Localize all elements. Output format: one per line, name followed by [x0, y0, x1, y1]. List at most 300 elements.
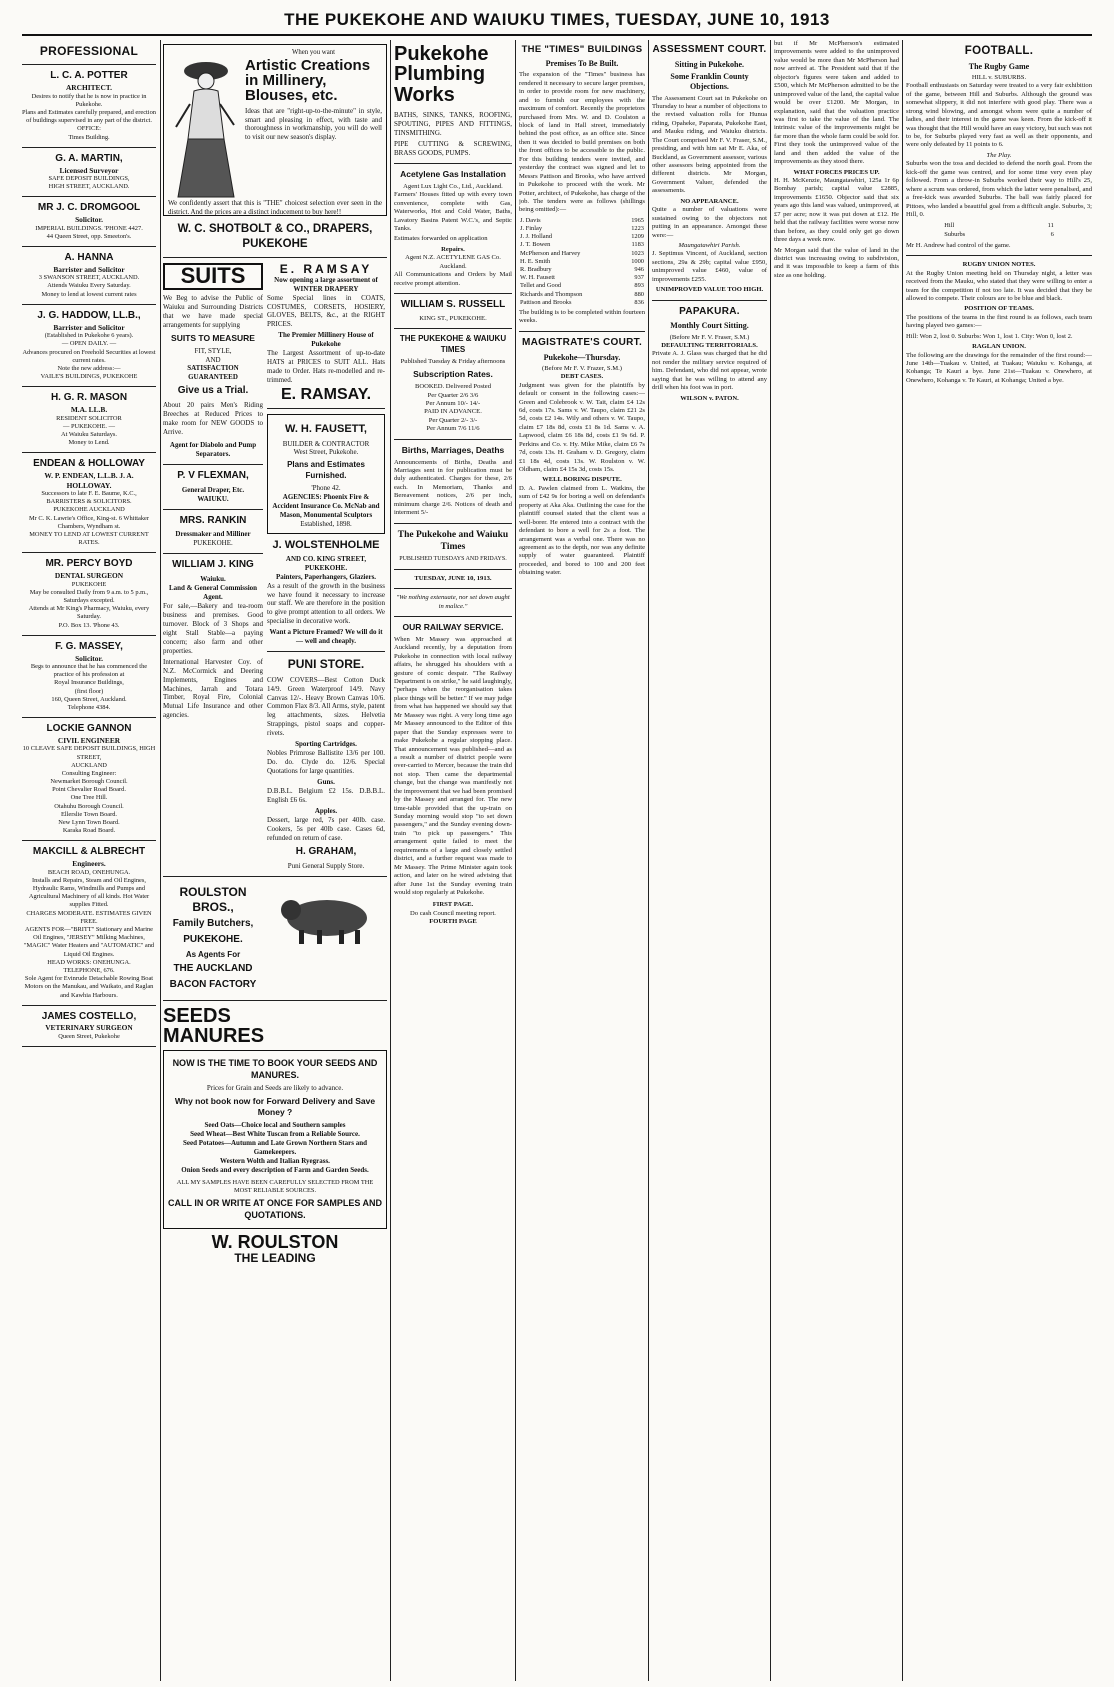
divider: [22, 147, 156, 148]
suits-ad: [163, 263, 263, 870]
card-line: Queen Street, Pukekohe: [58, 1032, 120, 1040]
tender-name: J. T. Bowen: [520, 241, 551, 249]
professional-column: [22, 40, 156, 1681]
card-role: M.A. LL.B.: [70, 405, 108, 415]
raglan-union: RAGLAN UNION.: [972, 343, 1026, 351]
wolstenholme-body: As a result of the growth in the business we have found it necessary to increase our staff. We are therefore in the position to give prompt attention to all orders. We specialise in decorative work.: [267, 581, 385, 626]
tender-amount: 937: [634, 274, 644, 282]
ramsay-line: Now opening a large assortment of WINTER DRAPERY: [274, 275, 378, 293]
suits-trial: Give us a Trial.: [177, 385, 249, 397]
divider: [394, 439, 512, 440]
professional-card: [22, 1011, 156, 1041]
rankin-name: MRS. RANKIN: [179, 514, 247, 526]
card-role: Solicitor.: [75, 653, 103, 663]
divider: [22, 196, 156, 197]
buildings-body: The expansion of the "Times" business has rendered it necessary to secure larger premises, in order to provide room for new machinery, and to furnish our employees with the maximum of comfort. Recently the proprietors purchased from Mrs. W. and D. Coulston a block of land in Hall street, immediately behind the post office, as an office site. Since then it was decided to build premises on both the front offices to be accessible to the public. For this building tenders were invited, and yesterday the contract was signed and let to Messrs Pattison and Brooks, who have arrived in Pukekohe to proceed with the work. Mr Potter, architect, of Pukekohe, has charge of the job. The tenders were as follows (shillings being omitted):—: [519, 71, 645, 214]
seeds-box2: Prices for Grain and Seeds are likely to advance.: [206, 1084, 344, 1093]
king-line1: Waiuku.: [200, 575, 226, 584]
card-name: F. G. MASSEY,: [55, 640, 123, 652]
puni-store-body: COW COVERS—Best Cotton Duck 14/9. Green Waterproof 14/9. Navy Canvas 12/-. Heavy Brown Canvas 10/6. Common Flax 8/3. All Arms, style, patent leg attachments, sizes. Helvetia Strappings, pistol soaps and copper-rivets.: [267, 675, 385, 738]
professional-card: [22, 458, 156, 547]
card-role: CIVIL ENGINEER: [57, 735, 121, 745]
tender-name: Tellet and Good: [520, 282, 562, 290]
card-name: MR J. C. DROMGOOL: [37, 202, 141, 214]
seed-item: Seed Wheat—Best White Tuscan from a Reliable Source.: [190, 1130, 360, 1139]
tender-amount: 1209: [631, 233, 644, 241]
fourth-page: FOURTH PAGE: [429, 918, 477, 926]
card-line: HIGH STREET, AUCKLAND.: [48, 183, 130, 191]
puni-apples-body: Dessert, large red, 7s per 40lb. case. Cookers, 5s per 40lb case. Cases 6d, refunded on return of case.: [267, 815, 385, 842]
col6-what: WHAT FORCES PRICES UP.: [793, 168, 880, 176]
times-sub: Subscription Rates.: [413, 369, 493, 380]
suits-guarantee: SATISFACTION GUARANTEED: [187, 364, 239, 382]
divider: [906, 255, 1092, 256]
column-rule: [648, 40, 649, 1681]
seed-item: Seed Oats—Choice local and Southern samples: [204, 1121, 346, 1130]
papakura-body: Private A. J. Glass was charged that he did not render the military service required of him. Defendant, who did not appear, wrote saying that he was willing to attend any drill when his foot was in port.: [652, 350, 767, 392]
card-line: Point Chevalier Road Board.: [52, 786, 126, 794]
team-score: 6: [1050, 230, 1054, 238]
fausett-plans: Plans and Estimates Furnished.: [287, 460, 365, 480]
col6-body: but if Mr McPherson's estimated improvements were added to the unimproved value would be more than Mr McPherson had now arrived at. The President said that if the objector's figures were taken and added to £500, which Mr McPherson admitted to be the unimproved value of the land, the capital value would be over £1200. Mr Morgan, in explanation, said that the valuation practice was first to take the value of the land. The intrinsic value of the improvements might be far more than the whole farm could be sold for. First they took the unimproved value of the land and then added the value of the improvements as they stood there.: [774, 40, 899, 166]
bmd-body: Announcements of Births, Deaths and Marriages sent in for publication must be duly authenticated. Charges for these, 2/6 each. In Memoriam, Thanks and Bereavement notices, 2/6 per inch, minimum charge 2/6. Notices of death and interment 5/-: [394, 458, 512, 517]
rankin-line1: Dressmaker and Milliner: [175, 530, 251, 539]
king-line2: Land & General Commission Agent.: [168, 584, 258, 601]
professional-header: PROFESSIONAL: [39, 44, 139, 58]
plumbing-headline: Pukekohe Plumbing Works: [394, 43, 489, 106]
position-teams: POSITION OF TEAMS.: [964, 305, 1034, 313]
acetylene-comm: All Communications and Orders by Mail receive prompt attention.: [394, 271, 512, 287]
card-line: CHARGES MODERATE. ESTIMATES GIVEN FREE.: [26, 909, 152, 925]
divider: [22, 552, 156, 553]
russell-name: WILLIAM S. RUSSELL: [400, 299, 506, 311]
roulston-name: ROULSTON BROS.,: [179, 884, 247, 914]
card-line: Begs to announce that he has commenced the practice of his profession at: [30, 662, 148, 679]
rate-line: Per Annum 7/6 11/6: [426, 425, 480, 433]
magistrate-title: MAGISTRATE'S COURT.: [521, 336, 643, 348]
puni-guns: Guns.: [317, 778, 335, 787]
rate-line: Per Quarter 2/6 3/6: [427, 391, 479, 399]
suits-fit: FIT, STYLE,: [194, 346, 232, 355]
suits-headline: SUITS: [163, 263, 263, 289]
graham-line: Puni General Supply Store.: [287, 861, 365, 870]
tender-amount: 880: [634, 290, 644, 298]
king-name: WILLIAM J. KING: [172, 559, 254, 571]
acetylene-line: Agent Lux Light Co., Ltd., Auckland.: [403, 182, 503, 190]
divider: [22, 246, 156, 247]
advert-column-left: [163, 40, 387, 1681]
newspaper-title: THE PUKEKOHE AND WAIUKU TIMES, TUESDAY, JUNE 10, 1913: [284, 10, 830, 29]
magistrate-sub: Pukekohe—Thursday.: [543, 352, 621, 362]
divider: [163, 553, 263, 554]
wolstenholme-line: AND CO. KING STREET, PUKEKOHE.: [285, 554, 367, 572]
rate-line: Per Quarter 2/- 3/-: [428, 416, 478, 424]
acetylene-agent: Agent N.Z. ACETYLENE GAS Co. Auckland.: [405, 254, 501, 270]
card-name: LOCKIE GANNON: [46, 723, 132, 735]
seeds-box4: ALL MY SAMPLES HAVE BEEN CAREFULLY SELECTED FROM THE MOST RELIABLE SOURCES.: [176, 1178, 374, 1195]
rate-line: PAID IN ADVANCE.: [424, 408, 482, 416]
divider: [22, 717, 156, 718]
football-body4: The positions of the teams in the first round is as follows, each team having played two games:—: [906, 313, 1092, 330]
tender-name: H. E. Smith: [520, 257, 551, 265]
card-name: J. G. HADDOW, LL.B.,: [37, 309, 141, 321]
tender-row: [519, 233, 645, 241]
assessment-sub2: Some Franklin County Objections.: [670, 72, 749, 92]
ramsay-name-big: E. RAMSAY.: [280, 386, 372, 404]
assessment-body2: Quite a number of valuations were sustained owing to the objectors not putting in an appearance. Amongst these were:—: [652, 206, 767, 239]
flexman-name: P. V FLEXMAN,: [177, 469, 249, 481]
col6-body3: Mr Morgan said that the value of land in the district was increasing owing to subdivision, and it was impossible to keep a farm of this size as one holding.: [774, 246, 899, 279]
card-line: SAFE DEPOSIT BUILDINGS,: [48, 175, 130, 183]
flexman-line1: General Draper, Etc.: [181, 485, 245, 494]
papakura-wilson: WILSON v. PATON.: [680, 394, 739, 402]
column-rule: [902, 40, 903, 1681]
column-rule: [390, 40, 391, 1681]
suits-body: We Beg to advise the Public of Waiuku and Surrounding Districts that we have made special arrangements for supplying: [163, 293, 263, 329]
divider: [163, 509, 263, 510]
card-line: Installs and Repairs, Steam and Oil Engines, Hydraulic Rams, Windmills and Pumps and Agricultural Machinery of all kinds. Hot Water supplies Fitted.: [28, 876, 150, 909]
card-line: New Lynn Town Board.: [58, 819, 120, 827]
divider: [163, 876, 387, 877]
tender-name: W. H. Fausett: [520, 274, 555, 282]
card-line: Karaka Road Board.: [62, 827, 116, 835]
football-body: Football enthusiasts on Saturday were treated to a very fair exhibition of the game, between Hill and Suburbs. Although the ground was somewhat slippery, it did not interfere with good play. There was a strong wind blowing, and amongst whom were quite a number of ladies, and their interest in the game was keen. From the kick-off it was thought that the Hill would have an easy victory, but such was not to be, for Suburbs played very fast as well as their opponents, and were only defeated by 11 points to 6.: [906, 82, 1092, 149]
football-sub: The Rugby Game: [968, 61, 1030, 71]
score-row: [943, 231, 1055, 239]
team-name: Suburbs: [944, 230, 966, 238]
tender-row: [519, 291, 645, 299]
professional-card: [22, 70, 156, 141]
tender-name: J. J. Holland: [520, 233, 552, 241]
artistic-headline: Artistic Creations in Millinery, Blouses, etc.: [245, 56, 371, 105]
buildings-after: The building is to be completed within fourteen weeks.: [519, 308, 645, 325]
magistrate-body2: D. A. Pawlen claimed from L. Watkins, the sum of £42 9s for boring a well on defendant's property at Aka Aka. Outlining the case for the plaintiff counsel stated that the client was a well-borer. He entered into a contract with the defendant to bore a well for 2s a foot. The arrangement was a verbal one. There was no agreement as to the depth, nor was any definite supply of water guaranteed. Plaintiff proceeded, and bored to 100 and 200 feet obtaining water.: [519, 484, 645, 577]
tender-row: [519, 282, 645, 290]
seed-item: Onion Seeds and every description of Farm and Garden Seeds.: [181, 1165, 369, 1174]
divider: [22, 64, 156, 65]
football-body2: Suburbs won the toss and decided to defend the north goal. From the kick-off the game was centred, and for some time very even play followed. From a throw-in Suburbs worked their way to Hill's 25, where a scrum was ordered, from which the latter were penalised, and a free-kick was awarded Suburbs. The ball was fairly placed for Pittoes, who landed a beautiful goal from a difficult angle. Suburbs, 3; Hill, 0.: [906, 160, 1092, 218]
divider: [519, 331, 645, 332]
puni-guns-body: D.B.B.L. Belgium £2 15s. D.B.B.L. English £6 6s.: [267, 787, 385, 804]
fausett-ad: [267, 414, 385, 533]
tender-amount: 1000: [631, 257, 644, 265]
tender-amount: 1023: [631, 249, 644, 257]
suits-measure: SUITS TO MEASURE: [171, 332, 255, 343]
bmd-title: Births, Marriages, Deaths: [401, 444, 505, 455]
tender-row: [519, 258, 645, 266]
card-line: HEAD WORKS: ONEHUNGA.: [47, 958, 131, 966]
papakura-title: PAPAKURA.: [679, 305, 740, 317]
fausett-established: Established, 1898.: [300, 519, 352, 528]
assessment-high: UNIMPROVED VALUE TOO HIGH.: [655, 286, 764, 294]
divider: [267, 651, 385, 652]
seeds-headline: SEEDS: [163, 1004, 231, 1027]
rail-body: When Mr Massey was approached at Auckland recently, by a deputation from Pukekohe in connection with local railway affairs, he shrugged his shoulders with a gesture of comic despair. "The Railway Department is on strike," he said laughingly, "perhaps when the reorganisation takes place things will be better." If we may judge from what has happened we should say that Mr Massey was right. A very long time ago Mr Massey announced to the Editor of this paper that the Sunday expresses were to make Pukekohe a regular stopping place. That announcement was published—and as a result a number of district people were over-carried to Mercer, because the train did not stop. Then came the departmental change, but the change was manifestly not the improvement that we had been promised by the Massey and arranged for. The new time-table provided that the up-train on Sunday morning would stop "to set down passengers," and the Sunday evening down-train "to pick up passengers." This arrangement quite failed to meet the requirements of a large and closely settled district, and a further request was made to Mr Massey. The Prime Minister again took action, and later on he wired advising that after June 1st the Sunday evening train would stop regularly at Pukekohe.: [394, 635, 512, 896]
column-rule: [770, 40, 771, 1681]
football-body3: At the Rugby Union meeting held on Thursday night, a letter was received from the Mauku, who stated that they were willing to enter a team for the competition if not too late. It was decided that they be allowed to compete. Their colours are to be blue and black.: [906, 269, 1092, 302]
acetylene-body2: Estimates forwarded on application: [394, 235, 488, 243]
assessment-parish: Maungatawhiri Parish.: [678, 241, 741, 249]
team-name: Hill: [944, 222, 955, 230]
bull-illustration: [267, 886, 387, 946]
tender-row: [519, 274, 645, 282]
card-name: ENDEAN & HOLLOWAY: [33, 458, 145, 470]
seed-item: Seed Potatoes—Autumn and Late Grown Northern Stars and Gamekeepers.: [182, 1139, 368, 1157]
tender-amount: 1965: [631, 216, 644, 224]
card-line: AGENTS FOR—"BRITT" Stationary and Marine Oil Engines, "JERSEY" Milking Machines, "MAGIC" Water Heaters and "AUTOMATIC" and Liquid Oil Engines.: [23, 926, 155, 958]
tender-row: [519, 250, 645, 258]
right-adverts: [267, 263, 385, 870]
king-body2: International Harvester Coy. of N.Z. McCormick and Deering Implements, Engines and Machines, Jarrah and Totara Timber, Royal Fire, Colonial Mutual Life Insurance and other agencies.: [163, 657, 263, 720]
fausett-role: BUILDER & CONTRACTOR: [282, 439, 370, 448]
divider: [163, 464, 263, 465]
roulston-signature: W. ROULSTON: [211, 1232, 339, 1253]
card-line: BEACH ROAD, ONEHUNGA.: [47, 868, 131, 876]
football-ref: Mr H. Andrew had control of the game.: [906, 241, 1011, 249]
team-score: 11: [1047, 222, 1054, 230]
seeds-box1: NOW IS THE TIME TO BOOK YOUR SEEDS AND MANURES.: [172, 1058, 378, 1080]
seeds-box5: CALL IN OR WRITE AT ONCE FOR SAMPLES AND QUOTATIONS.: [168, 1198, 382, 1220]
puni-store-name: PUNI STORE.: [287, 657, 365, 672]
assessment-title: ASSESSMENT COURT.: [652, 44, 767, 55]
papakura-sub: Monthly Court Sitting.: [670, 321, 749, 331]
divider: [163, 257, 387, 258]
subscription-rates: [394, 383, 512, 434]
divider: [22, 1005, 156, 1006]
roulston-line5: BACON FACTORY: [169, 978, 257, 990]
card-line: 10 CLEAVE SAFE DEPOSIT BUILDINGS, HIGH STREET,: [22, 745, 156, 761]
divider: [163, 1000, 387, 1001]
card-line: Consulting Engineer:: [61, 769, 117, 777]
buildings-sub: Premises To Be Built.: [545, 59, 619, 69]
news-column-1: [519, 40, 645, 1681]
assessment-body3: J. Septimus Vincent, of Auckland, section sections, 29a & 29b; capital value £950, unimproved value £460, value of improvements £255.: [652, 250, 767, 283]
assessment-body: The Assessment Court sat in Pukekohe on Thursday to hear a number of objections to the revised valuation rolls for Hunua riding, Opaheke, Paparata, Pukekohe East, and Mauku riding, and Waiuku districts. The Court comprised Mr F. V. Fraser, S.M., presiding, and with him sat Mr E. Aka, of Buckland, as Government assessor, various other assessors being appointed from the different districts. Mr Morgan, Government Valuer, defended the assessments.: [652, 94, 767, 195]
masthead2-motto: "We nothing extenuate, nor set down aught in malice.": [396, 594, 510, 610]
card-line: Times Building.: [68, 133, 110, 141]
tender-row: [519, 225, 645, 233]
tender-amount: 836: [634, 298, 644, 306]
plumbing-body2: PIPE CUTTING & SCREWING, BRASS GOODS, PUMPS.: [394, 140, 512, 157]
roulston-line1: Family Butchers,: [172, 918, 254, 930]
card-line: Successors to late F. E. Baume, K.C., BARRISTERS & SOLICITORS.: [41, 490, 137, 506]
card-line: Plans and Estimates carefully prepared, and erection of buildings supervised in any part of the district.: [22, 109, 156, 125]
tender-name: Richards and Thompson: [520, 290, 583, 298]
card-line: TELEPHONE, 676.: [63, 966, 115, 974]
suits-agent: Agent for Diabolo and Pump Separators.: [169, 440, 257, 458]
seed-items: [168, 1121, 382, 1175]
professional-card: [22, 310, 156, 381]
flexman-line2: WAIUKU.: [197, 494, 229, 503]
shotbolt-banner: W. C. SHOTBOLT & CO., DRAPERS, PUKEKOHE: [177, 223, 373, 250]
masthead2-date: TUESDAY, JUNE 10, 1913.: [414, 574, 492, 582]
card-role: DENTAL SURGEON: [54, 571, 124, 581]
times-line: Published Tuesday & Friday afternoons: [400, 357, 506, 365]
card-line: Otahuhu Borough Council.: [54, 802, 124, 810]
tender-row: [519, 299, 645, 307]
professional-card: [22, 723, 156, 835]
football-sub2: HILL v. SUBURBS.: [971, 73, 1027, 81]
card-role: W. P. ENDEAN, L.L.B. J. A. HOLLOWAY.: [44, 471, 134, 490]
football-column: [906, 40, 1092, 1681]
fausett-agencies: AGENCIES: Phoenix Fire & Accident Insurance Co. McNab and Mason, Monumental Sculptors: [272, 492, 380, 519]
card-line: Ellerslie Town Board.: [60, 810, 118, 818]
card-role: Barrister and Solicitor: [53, 322, 125, 332]
professional-card: [22, 153, 156, 192]
graham-name: H. GRAHAM,: [295, 845, 357, 857]
card-line: 160, Queen Street, Auckland.: [51, 695, 127, 703]
divider: [22, 840, 156, 841]
tender-table: [519, 217, 645, 307]
divider: [22, 452, 156, 453]
card-line: Royal Insurance Buildings,: [54, 679, 124, 687]
acetylene-body: Farmers' Houses fitted up with every town convenience, complete with Gas, Waterworks, Hot and Cold Water, Baths, Lavatory Basins Patent W.C.'s, and Septic Tanks.: [394, 191, 512, 232]
score-row: [943, 222, 1055, 230]
professional-card: [22, 252, 156, 299]
frame-ad: Want a Picture Framed? We will do it — well and cheaply.: [269, 628, 383, 646]
tender-amount: 1183: [631, 241, 644, 249]
card-line: Newmarket Borough Council.: [50, 778, 128, 786]
fausett-name: W. H. FAUSETT,: [285, 423, 367, 436]
card-line: (first floor): [74, 687, 104, 695]
card-line: Sole Agent for Evinrude Detachable Rowing Boat Motors on the Manukau, and Waikato, and Raglan and Kawhia Harbours.: [24, 975, 154, 999]
wolstenholme-name: J. WOLSTENHOLME: [272, 538, 380, 551]
seeds-manures-ad: [163, 1006, 387, 1264]
divider: [394, 588, 512, 589]
magistrate-body: Judgment was given for the plaintiffs by default or consent in the following cases:— Green and Colebrook v. W. Tait, claim £4 12s 6d, costs 17s. Sams v. W. Taupo, claim £21 2s 5d, costs £2 14s. Wily and others v. W. Taupo, claim £7 18s 8d, costs £1 8s 1d. Sams v. A. Lapwood, claim £6 18s 8d, costs £1 9s 6d. P. Perkins and Co. v. Hy. Mike Mike, claim £6 7s 7d, costs 13s. H. Graham v. D. Gregory, claim £1 18s 4d, costs 13s. W. Roulston v. W. Oldham, claim £4 15s 3d, costs 15s.: [519, 381, 645, 474]
seeds-box: [163, 1050, 387, 1229]
card-name: H. G. R. MASON: [50, 392, 128, 404]
divider: [22, 304, 156, 305]
card-line: — PUKEKOHE. —: [62, 422, 115, 430]
professional-card: [22, 558, 156, 629]
divider: [394, 523, 512, 524]
football-body5: The following are the drawings for the remainder of the first round:— June 14th—Tuakau v. United, at Tuakau; Waiuku v. Kohanga, at Kohanga; Te Kauri a bye. June 21st—Tuakau v. Onewhero, at Onewhero, Kohanga v. Te Kauri, at Kohanga; United a bye.: [906, 351, 1092, 384]
card-line: Money to Lend.: [68, 439, 110, 447]
card-line: Mr C. K. Lawrie's Office, King-st. 6 Whittaker Chambers, Wyndham st.: [28, 514, 149, 530]
puni-sporting-body: Nobles Primrose Ballistite 13/6 per 100. Do. do. Clyde do. 12/6. Special Quotations for large quantities.: [267, 749, 385, 776]
tender-name: J. Finlay: [520, 225, 543, 233]
card-line: Attends at Mr King's Pharmacy, Waiuku, every Saturday.: [28, 605, 150, 621]
seed-item: Western Wolth and Italian Ryegrass.: [220, 1156, 330, 1165]
card-line: One Tree Hill.: [70, 794, 108, 802]
card-name: JAMES COSTELLO,: [41, 1010, 137, 1022]
puni-sporting: Sporting Cartridges.: [295, 740, 357, 749]
professional-card: [22, 202, 156, 241]
papakura-line: (Before Mr F. V. Fraser, S.M.): [669, 333, 750, 341]
tender-name: J. Davis: [520, 216, 541, 224]
tender-name: McPherson and Harvey: [520, 249, 581, 257]
divider: [22, 1046, 156, 1047]
card-line: OFFICE:: [77, 125, 101, 133]
artistic-intro: When you want: [291, 49, 336, 56]
artistic-body: Ideas that are "right-up-to-the-minute" in style, smart and pleasing in effect, with taste and thoroughness in workmanship, you will do well to visit our new season's display.: [245, 106, 382, 142]
card-line: PUKEKOHE AUCKLAND: [53, 506, 125, 514]
seeds-box3: Why not book now for Forward Delivery and Save Money ?: [174, 1096, 376, 1118]
roulston-signature-line2: THE LEADING: [234, 1250, 316, 1265]
acetylene-title: Acetylene Gas Installation: [400, 168, 506, 179]
advert-column-right: [394, 40, 512, 1681]
card-name: MR. PERCY BOYD: [45, 558, 133, 570]
plumbing-body: BATHS, SINKS, TANKS, ROOFING, SPOUTING, PIPES AND FITTINGS, TINSMITHING.: [394, 111, 512, 138]
football-teams: Hill: Won 2, lost 0. Suburbs: Won 1, lost 1. City: Won 0, lost 2.: [906, 332, 1073, 340]
magistrate-line: (Before Mr F. V. Frazer, S.M.): [542, 364, 622, 372]
tender-amount: 1223: [631, 225, 644, 233]
divider: [394, 328, 512, 329]
assessment-sub: Sitting in Pukekohe.: [674, 59, 745, 69]
card-line: P.O. Box 13. 'Phone 43.: [58, 621, 120, 629]
card-line: (Established in Pukekohe 6 years).: [44, 332, 134, 340]
football-title: FOOTBALL.: [964, 45, 1034, 57]
papakura-def: DEFAULTING TERRITORIALS.: [661, 342, 758, 350]
card-line: At Waiuku Saturdays.: [61, 430, 117, 438]
magistrate-debt: DEBT CASES.: [560, 373, 604, 381]
card-name: A. HANNA: [64, 252, 114, 264]
card-line: Desires to notify that he is now in practice in Pukekohe.: [31, 92, 147, 108]
magistrate-well: WELL BORING DISPUTE.: [542, 476, 622, 484]
first-page: FIRST PAGE.: [432, 901, 474, 909]
artistic-creations-ad: [163, 44, 387, 216]
suits-boots: About 20 pairs Men's Riding Breeches at Reduced Prices to make room for NEW GOODS to Arrive.: [163, 401, 263, 437]
roulston-line2: PUKEKOHE.: [183, 934, 243, 946]
masthead-rule: [22, 34, 1092, 36]
divider: [394, 616, 512, 617]
tender-row: [519, 241, 645, 249]
card-name: MAKCILL & ALBRECHT: [32, 846, 146, 858]
roulston-line4: THE AUCKLAND: [173, 963, 253, 975]
card-line: May be consulted Daily from 9 a.m. to 5 p.m., Saturdays excepted.: [29, 588, 149, 604]
times-title: THE PUKEKOHE & WAIUKU TIMES: [399, 334, 507, 354]
card-role: Licensed Surveyor: [59, 165, 119, 175]
roulston-line3: As Agents For: [185, 949, 241, 959]
card-line: PUKEKOHE: [71, 580, 107, 588]
card-line: RESIDENT SOLICITOR: [56, 414, 122, 422]
masthead: [0, 0, 1114, 44]
tender-amount: 946: [634, 265, 644, 273]
card-line: Note the new address:—: [57, 364, 121, 372]
divider: [652, 300, 767, 301]
column-rule: [515, 40, 516, 1681]
tender-name: Pattison and Brooks: [520, 298, 572, 306]
card-role: ARCHITECT.: [65, 83, 113, 93]
score-table: [943, 222, 1055, 238]
divider: [394, 569, 512, 570]
assessment-noapp: NO APPEARANCE.: [680, 197, 739, 205]
tender-name: R. Bradbury: [520, 265, 552, 273]
roulston-ad: [163, 882, 263, 995]
masthead2-title: The Pukekohe and Waiuku Times: [397, 529, 509, 552]
masthead2-line: PUBLISHED TUESDAYS AND FRIDAYS.: [399, 555, 507, 562]
king-body: For sale,—Bakery and tea-room business and premises. Good turnover. Block of 3 Shops and eight Stall Stable—a paying concern; also farm and other properties.: [163, 601, 263, 655]
card-line: Advances procured on Freehold Securities at lowest current rates.: [22, 348, 156, 364]
artistic-body2: We confidently assert that this is "THE" choicest selection ever seen in the district. And the prices are a distinct inducement to buy here!!: [168, 199, 382, 216]
card-name: L. C. A. POTTER: [50, 70, 128, 82]
professional-cards: [22, 70, 156, 1047]
card-name: G. A. MARTIN,: [55, 152, 123, 164]
professional-card: [22, 846, 156, 999]
ramsay-premier: The Premier Millinery House of Pukekohe: [278, 331, 374, 349]
card-role: Barrister and Solicitor: [53, 264, 125, 274]
tender-row: [519, 266, 645, 274]
russell-line: KING ST., PUKEKOHE.: [419, 314, 487, 322]
news-column-2: [652, 40, 767, 1681]
card-line: VAILE'S BUILDINGS, PUKEKOHE: [40, 373, 138, 381]
rate-line: BOOKED. Delivered Posted: [415, 383, 491, 391]
first-page-line: Do cash Council meeting report.: [410, 909, 496, 917]
acetylene-repairs: Repairs.: [441, 245, 465, 253]
card-line: AUCKLAND: [71, 761, 107, 769]
column-rule: [160, 40, 161, 1681]
